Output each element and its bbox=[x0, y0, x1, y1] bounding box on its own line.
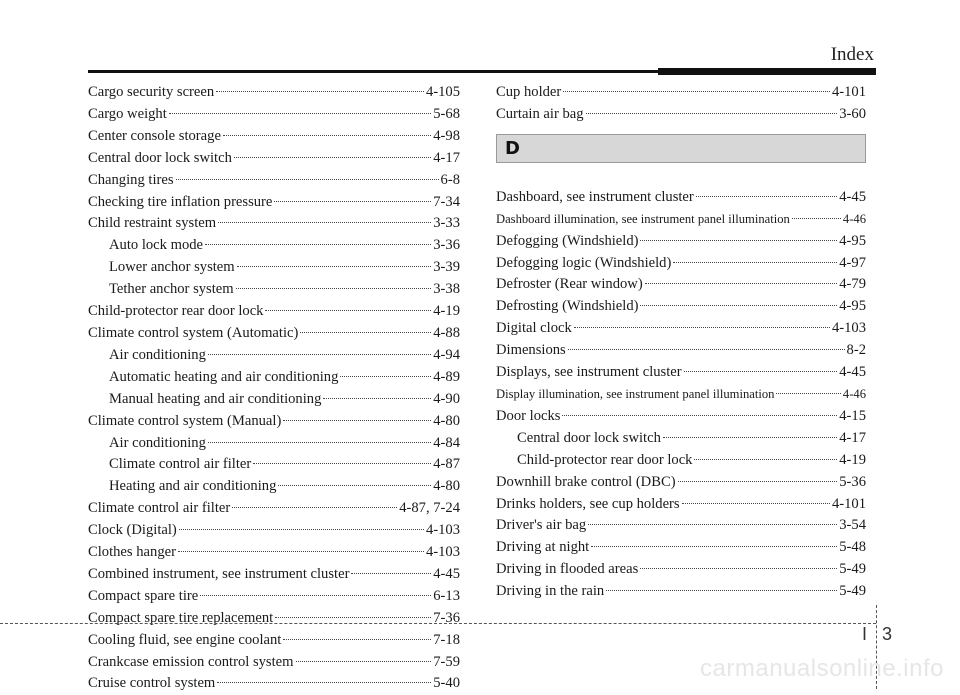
index-entry-page: 7-59 bbox=[433, 653, 460, 670]
index-entry[interactable] bbox=[88, 213, 460, 235]
index-entry[interactable] bbox=[496, 209, 866, 231]
index-entry[interactable] bbox=[496, 274, 866, 296]
leader-dots bbox=[274, 201, 431, 202]
index-entry-label: Defrosting (Windshield) bbox=[496, 298, 639, 315]
index-entry[interactable] bbox=[88, 652, 460, 674]
index-entry[interactable] bbox=[88, 630, 460, 652]
index-entry-page: 4-89 bbox=[433, 368, 460, 385]
index-entry-label: Compact spare tire bbox=[88, 587, 199, 604]
index-list-c-continued bbox=[496, 82, 866, 126]
index-entry-label: Central door lock switch bbox=[88, 149, 232, 166]
index-entry-label: Air conditioning bbox=[109, 434, 206, 451]
index-entry-page: 4-103 bbox=[425, 522, 460, 539]
index-entry[interactable] bbox=[88, 454, 460, 476]
index-entry[interactable] bbox=[496, 362, 866, 384]
index-entry-label: Heating and air conditioning bbox=[109, 478, 277, 495]
index-entry[interactable] bbox=[88, 476, 460, 498]
index-entry[interactable] bbox=[496, 472, 866, 494]
index-entry-label: Driving in the rain bbox=[496, 583, 605, 600]
index-column-left bbox=[88, 82, 460, 695]
leader-dots bbox=[300, 332, 431, 333]
index-entry[interactable] bbox=[496, 428, 866, 450]
index-entry-page: 4-15 bbox=[839, 407, 866, 424]
leader-dots bbox=[792, 218, 841, 219]
index-entry-page: 4-84 bbox=[433, 434, 460, 451]
index-entry-label: Dashboard, see instrument cluster bbox=[496, 188, 694, 205]
leader-dots bbox=[684, 371, 838, 372]
index-entry[interactable] bbox=[88, 433, 460, 455]
index-entry[interactable] bbox=[496, 340, 866, 362]
index-column-right bbox=[496, 82, 866, 603]
index-entry-page: 6-8 bbox=[440, 171, 460, 188]
index-entry-label: Driving in flooded areas bbox=[496, 561, 639, 578]
index-entry-label: Automatic heating and air conditioning bbox=[109, 368, 339, 385]
index-entry-label: Central door lock switch bbox=[517, 429, 661, 446]
leader-dots bbox=[283, 639, 431, 640]
index-entry-label: Climate control system (Manual) bbox=[88, 412, 282, 429]
index-entry-label: Driver's air bag bbox=[496, 517, 587, 534]
leader-dots bbox=[179, 529, 424, 530]
leader-dots bbox=[283, 420, 431, 421]
index-entry-label: Cargo security screen bbox=[88, 84, 215, 100]
index-entry[interactable] bbox=[88, 148, 460, 170]
section-letter: D bbox=[505, 137, 520, 159]
leader-dots bbox=[640, 305, 837, 306]
leader-dots bbox=[234, 157, 431, 158]
leader-dots bbox=[351, 573, 431, 574]
leader-dots bbox=[640, 568, 837, 569]
leader-dots bbox=[278, 485, 431, 486]
index-entry-label: Clock (Digital) bbox=[88, 522, 177, 539]
index-entry-label: Digital clock bbox=[496, 320, 572, 337]
index-entry[interactable] bbox=[88, 411, 460, 433]
index-entry-page: 3-38 bbox=[433, 281, 460, 298]
index-entry-label: Climate control system (Automatic) bbox=[88, 324, 299, 341]
index-entry-label: Displays, see instrument cluster bbox=[496, 364, 682, 381]
index-entry[interactable] bbox=[88, 279, 460, 301]
leader-dots bbox=[562, 415, 837, 416]
leader-dots bbox=[563, 91, 830, 92]
leader-dots bbox=[323, 398, 431, 399]
index-entry[interactable] bbox=[88, 564, 460, 586]
index-entry[interactable] bbox=[88, 345, 460, 367]
index-entry[interactable] bbox=[88, 126, 460, 148]
index-entry-page: 5-49 bbox=[839, 583, 866, 600]
index-entry-page: 5-68 bbox=[433, 105, 460, 122]
index-entry[interactable] bbox=[88, 192, 460, 214]
index-entry[interactable] bbox=[88, 586, 460, 608]
index-entry-label: Child-protector rear door lock bbox=[517, 451, 693, 468]
index-entry[interactable] bbox=[496, 231, 866, 253]
index-entry[interactable] bbox=[88, 498, 460, 520]
index-entry-label: Air conditioning bbox=[109, 346, 206, 363]
index-entry-label: Climate control air filter bbox=[109, 456, 252, 473]
leader-dots bbox=[696, 196, 837, 197]
index-entry-label: Dimensions bbox=[496, 342, 566, 359]
index-entry-page: 4-87, 7-24 bbox=[399, 500, 460, 517]
leader-dots bbox=[673, 262, 837, 263]
index-entry-label: Defogging logic (Windshield) bbox=[496, 254, 672, 271]
leader-dots bbox=[588, 524, 837, 525]
page-number: 3 bbox=[882, 624, 893, 644]
index-entry-page: 4-80 bbox=[433, 478, 460, 495]
index-entry-page: 4-105 bbox=[425, 84, 460, 100]
leader-dots bbox=[218, 222, 431, 223]
index-entry[interactable] bbox=[496, 406, 866, 428]
index-entry-page: 4-90 bbox=[433, 390, 460, 407]
index-entry-page: 4-45 bbox=[433, 565, 460, 582]
index-entry-label: Lower anchor system bbox=[109, 259, 235, 276]
index-entry[interactable] bbox=[496, 384, 866, 406]
index-entry-page: 7-34 bbox=[433, 193, 460, 210]
leader-dots bbox=[232, 507, 397, 508]
index-entry-page: 3-36 bbox=[433, 237, 460, 254]
footer-section-letter: I bbox=[862, 624, 868, 644]
index-entry-label: Compact spare tire replacement bbox=[88, 609, 274, 626]
index-entry-page: 4-45 bbox=[839, 364, 866, 381]
index-entry-label: Defroster (Rear window) bbox=[496, 276, 643, 293]
index-entry[interactable] bbox=[88, 235, 460, 257]
leader-dots bbox=[169, 113, 431, 114]
index-entry-label: Crankcase emission control system bbox=[88, 653, 294, 670]
index-entry-label: Checking tire inflation pressure bbox=[88, 193, 273, 210]
index-entry-label: Center console storage bbox=[88, 127, 221, 144]
index-entry[interactable] bbox=[88, 608, 460, 630]
index-entry-label: Driving at night bbox=[496, 539, 590, 556]
index-entry-page: 3-54 bbox=[839, 517, 866, 534]
index-entry-label: Combined instrument, see instrument cluster bbox=[88, 565, 350, 582]
index-entry-page: 4-101 bbox=[831, 495, 866, 512]
index-entry[interactable] bbox=[496, 581, 866, 603]
index-entry-label: Tether anchor system bbox=[109, 281, 234, 298]
leader-dots bbox=[253, 463, 431, 464]
leader-dots bbox=[205, 244, 431, 245]
index-entry-page: 4-88 bbox=[433, 324, 460, 341]
index-entry-label: Child-protector rear door lock bbox=[88, 303, 264, 320]
footer-divider bbox=[0, 623, 876, 624]
leader-dots bbox=[217, 682, 431, 683]
index-entry-page: 4-94 bbox=[433, 346, 460, 363]
index-entry-page: 7-18 bbox=[433, 631, 460, 648]
index-entry-page: 3-39 bbox=[433, 259, 460, 276]
index-entry[interactable] bbox=[88, 82, 460, 104]
index-entry-page: 5-48 bbox=[839, 539, 866, 556]
index-entry-page: 4-98 bbox=[433, 127, 460, 144]
index-entry-label: Door locks bbox=[496, 407, 561, 424]
leader-dots bbox=[236, 288, 432, 289]
index-entry[interactable] bbox=[496, 296, 866, 318]
index-entry-page: 3-33 bbox=[433, 215, 460, 232]
index-entry[interactable] bbox=[88, 520, 460, 542]
index-entry-page: 4-101 bbox=[831, 84, 866, 100]
index-entry[interactable] bbox=[496, 515, 866, 537]
index-entry-label: Changing tires bbox=[88, 171, 174, 188]
index-entry-label: Auto lock mode bbox=[109, 237, 204, 254]
index-entry-page: 6-13 bbox=[433, 587, 460, 604]
index-entry-page: 4-19 bbox=[839, 451, 866, 468]
index-entry-label: Clothes hanger bbox=[88, 544, 176, 561]
index-entry[interactable] bbox=[88, 367, 460, 389]
leader-dots bbox=[216, 91, 424, 92]
index-entry-page: 4-95 bbox=[839, 298, 866, 315]
index-entry[interactable] bbox=[88, 323, 460, 345]
index-entry[interactable] bbox=[496, 494, 866, 516]
index-entry-page: 4-87 bbox=[433, 456, 460, 473]
index-entry[interactable] bbox=[496, 104, 866, 126]
leader-dots bbox=[176, 179, 439, 180]
index-entry[interactable] bbox=[88, 104, 460, 126]
index-entry-page: 4-17 bbox=[433, 149, 460, 166]
index-entry-page: 4-95 bbox=[839, 232, 866, 249]
index-entry-label: Manual heating and air conditioning bbox=[109, 390, 322, 407]
leader-dots bbox=[591, 546, 837, 547]
leader-dots bbox=[776, 393, 840, 394]
leader-dots bbox=[586, 113, 838, 114]
index-entry[interactable] bbox=[88, 673, 460, 695]
leader-dots bbox=[340, 376, 431, 377]
index-entry-page: 4-97 bbox=[839, 254, 866, 271]
index-entry-label: Curtain air bag bbox=[496, 105, 584, 122]
index-entry[interactable] bbox=[88, 170, 460, 192]
leader-dots bbox=[663, 437, 837, 438]
index-entry-label: Downhill brake control (DBC) bbox=[496, 473, 676, 490]
index-entry-page: 4-17 bbox=[839, 429, 866, 446]
leader-dots bbox=[640, 240, 837, 241]
leader-dots bbox=[237, 266, 432, 267]
index-entry-page: 5-40 bbox=[433, 675, 460, 692]
index-entry[interactable] bbox=[88, 301, 460, 323]
leader-dots bbox=[682, 503, 830, 504]
index-entry[interactable] bbox=[496, 318, 866, 340]
index-entry-label: Cooling fluid, see engine coolant bbox=[88, 631, 282, 648]
index-list-d bbox=[496, 187, 866, 603]
index-entry-label: Child restraint system bbox=[88, 215, 217, 232]
index-entry-page: 8-2 bbox=[846, 342, 866, 359]
section-header-d bbox=[496, 134, 866, 163]
leader-dots bbox=[223, 135, 431, 136]
index-entry-label: Cruise control system bbox=[88, 675, 216, 692]
leader-dots bbox=[275, 617, 431, 618]
index-entry[interactable] bbox=[88, 257, 460, 279]
index-entry[interactable] bbox=[496, 82, 866, 104]
index-entry[interactable] bbox=[496, 537, 866, 559]
index-entry-page: 4-46 bbox=[842, 386, 866, 401]
leader-dots bbox=[568, 349, 845, 350]
leader-dots bbox=[178, 551, 424, 552]
leader-dots bbox=[296, 661, 432, 662]
index-entry-page: 4-80 bbox=[433, 412, 460, 429]
index-entry-label: Cargo weight bbox=[88, 105, 167, 122]
index-entry-label: Display illumination, see instrument panel illumination bbox=[496, 386, 775, 401]
leader-dots bbox=[574, 327, 830, 328]
index-entry[interactable] bbox=[88, 389, 460, 411]
index-entry-label: Drinks holders, see cup holders bbox=[496, 495, 680, 512]
leader-dots bbox=[678, 481, 838, 482]
index-entry-label: Climate control air filter bbox=[88, 500, 231, 517]
leader-dots bbox=[200, 595, 431, 596]
index-entry[interactable] bbox=[496, 253, 866, 275]
index-entry[interactable] bbox=[496, 450, 866, 472]
index-entry-label: Cup holder bbox=[496, 84, 562, 100]
index-entry-label: Dashboard illumination, see instrument panel illumination bbox=[496, 211, 790, 226]
index-entry-page: 7-36 bbox=[433, 609, 460, 626]
leader-dots bbox=[208, 354, 431, 355]
index-entry[interactable] bbox=[88, 542, 460, 564]
index-entry-page: 3-60 bbox=[839, 105, 866, 122]
header-rule-tab bbox=[658, 68, 876, 75]
index-entry-page: 5-36 bbox=[839, 473, 866, 490]
index-entry-page: 5-49 bbox=[839, 561, 866, 578]
header-rule bbox=[88, 70, 876, 73]
leader-dots bbox=[645, 283, 838, 284]
leader-dots bbox=[606, 590, 837, 591]
index-entry-label: Defogging (Windshield) bbox=[496, 232, 639, 249]
index-entry-page: 4-103 bbox=[425, 544, 460, 561]
index-entry[interactable] bbox=[496, 187, 866, 209]
index-entry-page: 4-19 bbox=[433, 303, 460, 320]
index-entry[interactable] bbox=[496, 559, 866, 581]
leader-dots bbox=[265, 310, 431, 311]
index-entry-page: 4-103 bbox=[831, 320, 866, 337]
leader-dots bbox=[208, 442, 431, 443]
page-title: Index bbox=[830, 44, 874, 65]
index-entry-page: 4-45 bbox=[839, 188, 866, 205]
watermark: carmanualsonline.info bbox=[700, 655, 944, 682]
index-entry-page: 4-79 bbox=[839, 276, 866, 293]
index-entry-page: 4-46 bbox=[842, 211, 866, 226]
leader-dots bbox=[694, 459, 837, 460]
